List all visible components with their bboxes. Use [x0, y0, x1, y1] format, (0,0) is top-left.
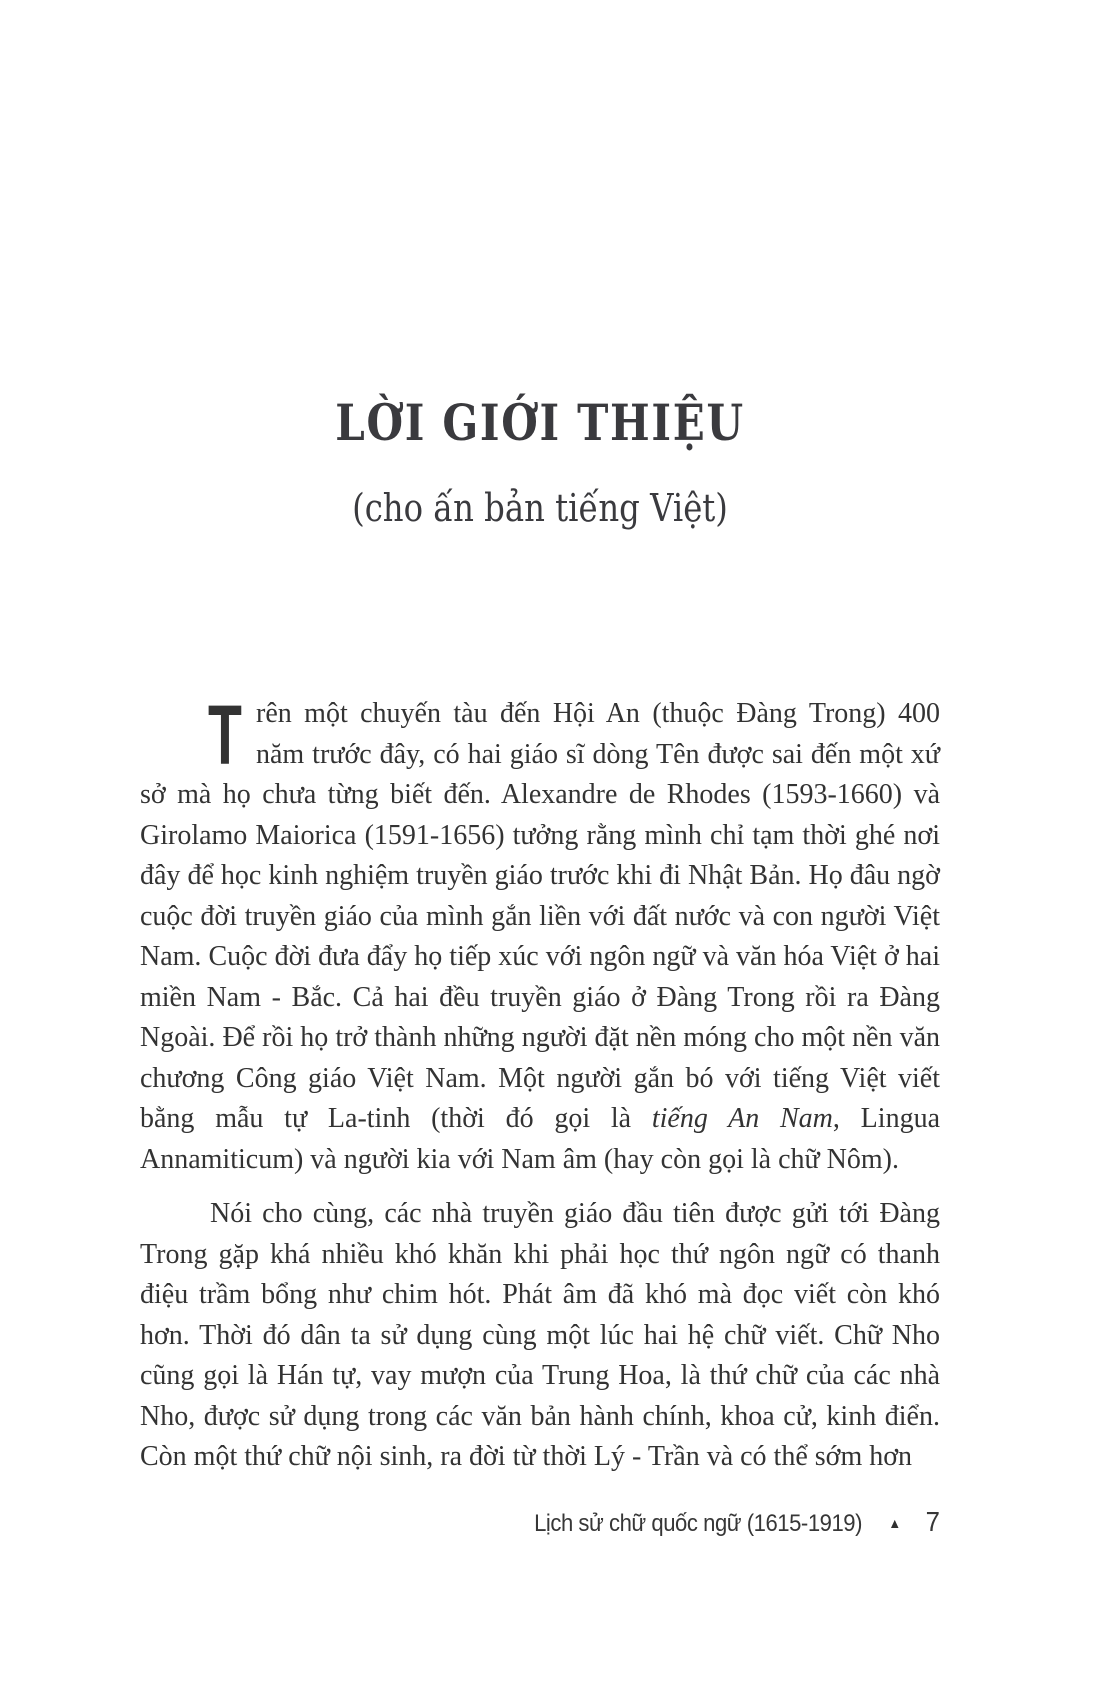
paragraph-1-text-after-italic: , Lingua Annamiticum) và người kia với Nam âm (hay còn gọi là chữ Nôm).: [140, 1103, 940, 1175]
triangle-icon: ▲: [888, 1515, 902, 1531]
paragraph-1: [140, 688, 940, 1180]
chapter-title: LỜI GIỚI THIỆU: [335, 393, 745, 452]
paragraph-1-text-before-italic: rên một chuyến tàu đến Hội An (thuộc Đàng Trong) 400 năm trước đây, có hai giáo sĩ dòng Tên được sai đến một xứ sở mà họ chưa từng biết đến. Alexandre de Rhodes (1593-1660) và Girolamo Maiorica (1591-1656) tưởng rằng mình chỉ tạm thời ghé nơi đây để học kinh nghiệm truyền giáo trước khi đi Nhật Bản. Họ đâu ngờ cuộc đời truyền giáo của mình gắn liền với đất nước và con người Việt Nam. Cuộc đời đưa đẩy họ tiếp xúc với ngôn ngữ và văn hóa Việt ở hai miền Nam - Bắc. Cả hai đều truyền giáo ở Đàng Trong rồi ra Đàng Ngoài. Để rồi họ trở thành những người đặt nền móng cho một nền văn chương Công giáo Việt Nam. Một người gắn bó với tiếng Việt viết bằng mẫu tự La-tinh (thời đó gọi là: [140, 698, 940, 1134]
paragraph-1-italic-phrase: tiếng An Nam: [651, 1103, 833, 1134]
page-footer: [204, 1506, 940, 1538]
dropcap-letter: T: [208, 688, 242, 782]
body-text: [140, 688, 940, 1478]
page-heading: [140, 0, 940, 532]
paragraph-2: Nói cho cùng, các nhà truyền giáo đầu tiên được gửi tới Đàng Trong gặp khá nhiều khó khăn khi phải học thứ ngôn ngữ có thanh điệu trầm bổng như chim hót. Phát âm đã khó mà đọc viết còn khó hơn. Thời đó dân ta sử dụng cùng một lúc hai hệ chữ viết. Chữ Nho cũng gọi là Hán tự, vay mượn của Trung Hoa, là thứ chữ của các nhà Nho, được sử dụng trong các văn bản hành chính, khoa cử, kinh điển. Còn một thứ chữ nội sinh, ra đời từ thời Lý - Trần và có thể sớm hơn: [140, 1198, 940, 1472]
running-book-title: Lịch sử chữ quốc ngữ (1615-1919): [534, 1510, 863, 1537]
page-number: 7: [925, 1506, 940, 1537]
chapter-subtitle: (cho ấn bản tiếng Việt): [352, 486, 728, 530]
